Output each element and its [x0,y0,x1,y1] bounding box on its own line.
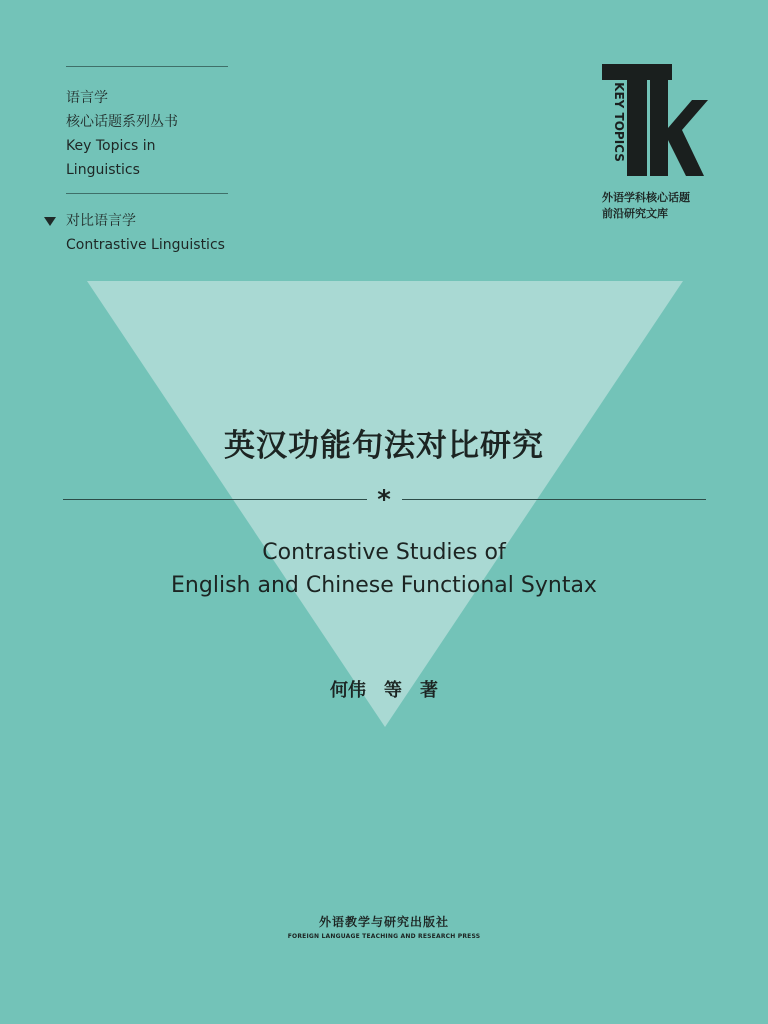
title-english-line1: Contrastive Studies of [262,540,506,565]
title-english [0,536,768,602]
title-chinese: 英汉功能句法对比研究 [224,428,544,464]
title-english-line2: English and Chinese Functional Syntax [171,573,597,598]
series-top-rule [66,66,228,67]
asterisk-ornament: * [377,485,391,515]
subject-en: Contrastive Linguistics [66,237,225,253]
logo-vertical-text: KEY TOPICS [612,82,626,162]
publisher-en: FOREIGN LANGUAGE TEACHING AND RESEARCH PRESS [287,933,481,940]
publisher [0,913,768,940]
logo-caption [602,190,690,222]
subject-info [44,209,225,257]
series-cn-line2: 核心话题系列丛书 [66,114,178,130]
triangle-marker-icon [44,217,56,226]
divider-right [402,499,706,500]
series-info [66,86,178,182]
publisher-cn: 外语教学与研究出版社 [318,915,449,929]
divider-left [63,499,367,500]
series-cn-line1: 语言学 [66,90,108,106]
series-en-line2: Linguistics [66,162,140,178]
logo-caption-line2: 前沿研究文库 [602,207,668,220]
logo-caption-line1: 外语学科核心话题 [602,191,690,204]
author-line: 何伟 等 著 [330,680,438,701]
series-en-line1: Key Topics in [66,138,156,154]
series-bottom-rule [66,193,228,194]
subject-cn: 对比语言学 [66,213,136,229]
